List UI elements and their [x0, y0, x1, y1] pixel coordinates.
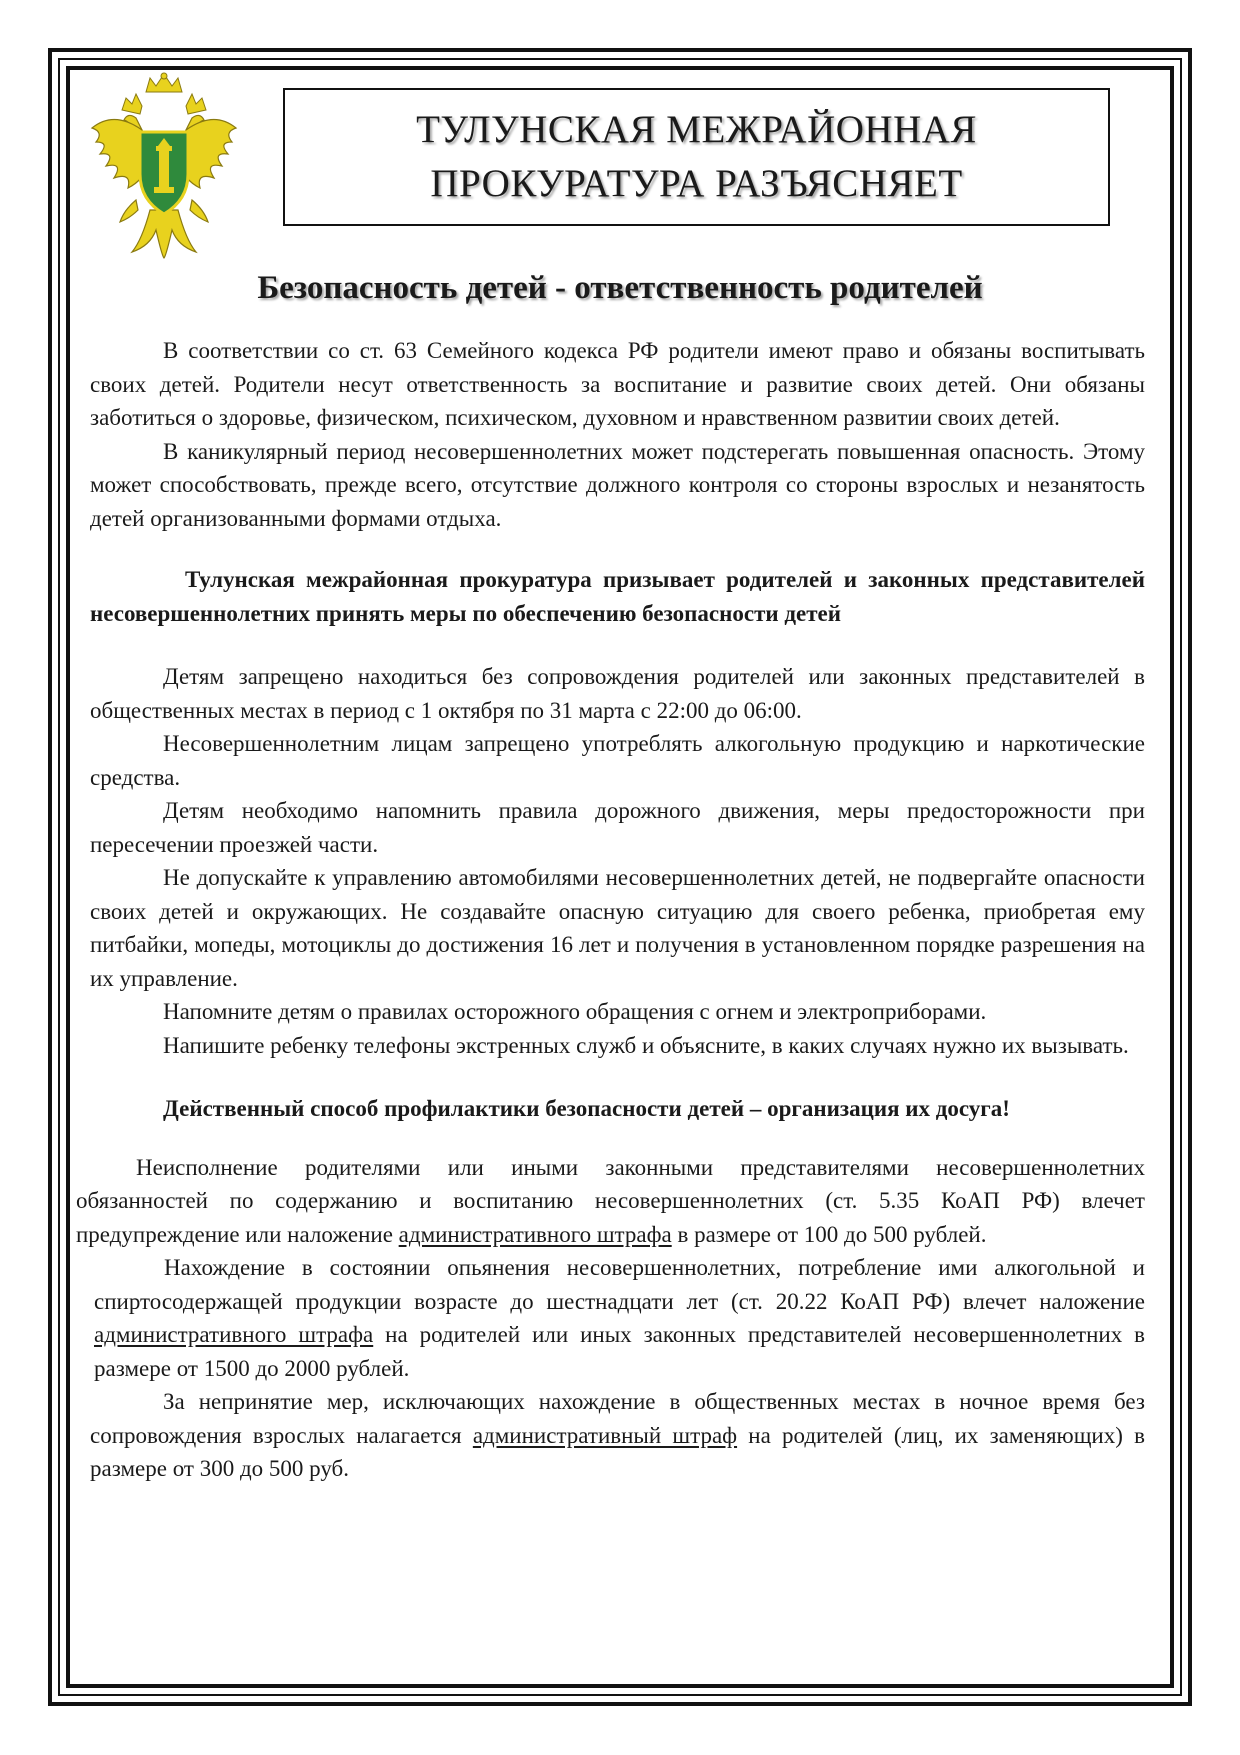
intro-paragraph: В каникулярный период несовершеннолетних может подстерегать повышенная опасность. Этому может способствовать, прежде всего, отсутствие должного контроля со стороны взрослых и незанятость детей организованными формами отдыха. [90, 438, 1145, 531]
liability-paragraph [90, 1385, 1145, 1486]
header-line-1: ТУЛУНСКАЯ МЕЖРАЙОННАЯ [416, 108, 977, 151]
appeal-heading: Тулунская межрайонная прокуратура призывает родителей и законных представителей несовершеннолетних принять меры по обеспечению безопасности детей [90, 567, 1145, 626]
document-body [76, 334, 1145, 1486]
header-banner [283, 88, 1110, 226]
rule-paragraph: Детям необходимо напомнить правила дорожного движения, меры предосторожности при пересечении проезжей части. [90, 798, 1145, 857]
document-title: Безопасность детей - ответственность родителей [257, 270, 983, 306]
header-line-2: ПРОКУРАТУРА РАЗЪЯСНЯЕТ [430, 162, 963, 205]
fine-term: административный штраф [472, 1422, 738, 1448]
prosecutor-emblem-icon [84, 70, 244, 260]
fine-term: административного штрафа [94, 1322, 374, 1347]
liability-text: в размере от 100 до 500 рублей. [671, 1221, 987, 1247]
liability-text: За непринятие мер, исключающих нахождение в общественных местах в ночное время без сопровождения взрослых налагается [90, 1389, 1145, 1448]
leisure-heading: Действенный способ профилактики безопасности детей – организация их досуга! [163, 1096, 1010, 1121]
rule-paragraph: Напомните детям о правилах осторожного обращения с огнем и электроприборами. [163, 999, 987, 1024]
rule-paragraph: Напишите ребенку телефоны экстренных служб и объясните, в каких случаях нужно их вызывать. [163, 1032, 1129, 1058]
spacer [90, 535, 1145, 563]
liability-text: на родителей (лиц, их заменяющих) в размере от 300 до 500 руб. [90, 1422, 1145, 1481]
liability-text: Неисполнение родителями или иными законными представителями несовершеннолетних обязанностей по содержанию и воспитанию несовершеннолетних (ст. 5.35 КоАП РФ) влечет предупреждение или наложение [76, 1154, 1145, 1247]
intro-paragraph: В соответствии со ст. 63 Семейного кодекса РФ родители имеют право и обязаны воспитывать своих детей. Родители несут ответственность за воспитание и развитие своих детей. Они обязаны заботиться о здоровье, физическом, психическом, духовном и нравственном развитии своих детей. [90, 338, 1145, 430]
rule-paragraph: Детям запрещено находиться без сопровождения родителей или законных представителей в общественных местах в период с 1 октября по 31 марта с 22:00 до 06:00. [90, 664, 1145, 723]
rule-paragraph: Не допускайте к управлению автомобилями несовершеннолетних детей, не подвергайте опасности своих детей и окружающих. Не создавайте опасную ситуацию для своего ребенка, приобретая ему питбайки, мопеды, мотоциклы до достижения 16 лет и получения в установленном порядке разрешения на их управление. [90, 865, 1145, 991]
liability-paragraph [94, 1251, 1145, 1385]
liability-paragraph [76, 1151, 1145, 1252]
liability-text: на родителей или иных законных представителей несовершеннолетних в размере от 1500 до 2000 рублей. [94, 1322, 1145, 1381]
fine-term: административного штрафа [398, 1221, 672, 1247]
liability-text: Нахождение в состоянии опьянения несовершеннолетних, потребление ими алкогольной и спиртосодержащей продукции возрасте до шестнадцати лет (ст. 20.22 КоАП РФ) влечет наложение [94, 1255, 1145, 1314]
rule-paragraph: Несовершеннолетним лицам запрещено употреблять алкогольную продукцию и наркотические средства. [90, 731, 1145, 790]
spacer [90, 630, 1145, 660]
spacer [90, 1062, 1145, 1092]
spacer [90, 1126, 1145, 1151]
